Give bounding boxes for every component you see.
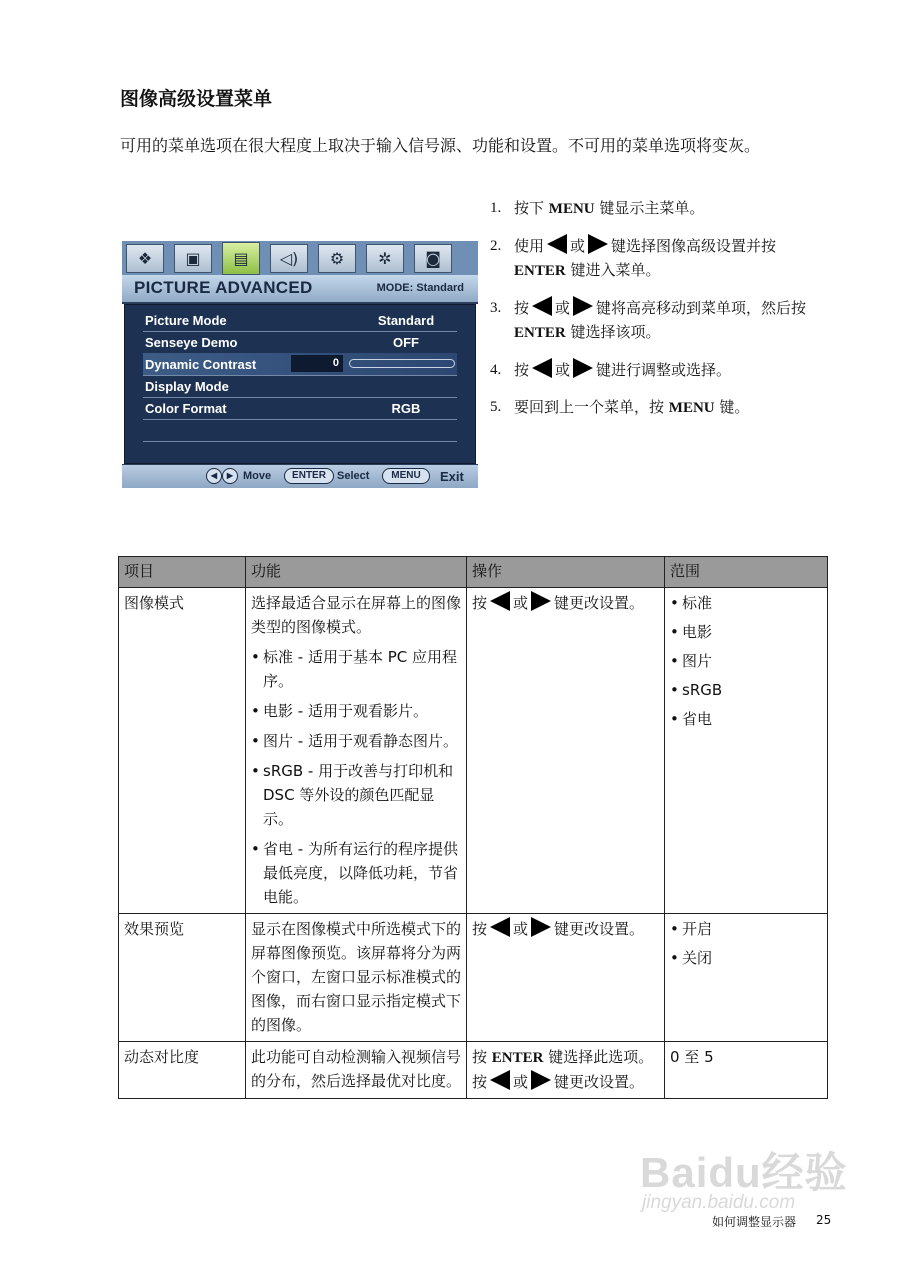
cell-range: 0 至 5 xyxy=(665,1042,828,1099)
list-item: • 电影 xyxy=(670,620,822,644)
osd-row-label: Display Mode xyxy=(145,379,229,394)
cell-operation xyxy=(467,588,665,914)
right-triangle-icon xyxy=(531,917,551,937)
table-row xyxy=(119,914,828,1042)
info-tab-icon: ◙ xyxy=(414,244,452,273)
header-operation: 操作 xyxy=(467,557,665,588)
osd-row-empty xyxy=(143,419,457,442)
list-item: • 电影 - 适用于观看影片。 xyxy=(251,699,461,723)
osd-row-value: OFF xyxy=(393,335,419,350)
list-item: • 标准 - 适用于基本 PC 应用程序。 xyxy=(251,645,461,693)
osd-row-label: Dynamic Contrast xyxy=(145,357,257,372)
settings-table xyxy=(118,556,828,1099)
header-function: 功能 xyxy=(246,557,467,588)
left-triangle-icon xyxy=(490,1070,510,1090)
step-text: 键选择图像高级设置并按 xyxy=(611,237,777,255)
left-triangle-icon xyxy=(547,234,567,254)
op-text: 或 xyxy=(513,920,529,938)
op-text: 按 xyxy=(472,1048,492,1066)
step-text: 或 xyxy=(570,237,586,255)
list-item: • 图片 - 适用于观看静态图片。 xyxy=(251,729,461,753)
step-number: 4. xyxy=(490,362,502,378)
cell-range xyxy=(665,914,828,1042)
right-triangle-icon xyxy=(573,358,593,378)
step-text: 键进行调整或选择。 xyxy=(596,361,732,379)
baidu-watermark xyxy=(640,1140,848,1213)
step-item xyxy=(490,234,830,283)
table-row xyxy=(119,1042,828,1099)
osd-row-label: Color Format xyxy=(145,401,227,416)
right-triangle-icon xyxy=(573,296,593,316)
picture-advanced-tab-icon: ▤ xyxy=(222,242,260,275)
footer-section-label: 如何调整显示器 xyxy=(712,1215,797,1229)
left-triangle-icon xyxy=(532,358,552,378)
left-triangle-icon xyxy=(532,296,552,316)
list-item: • sRGB - 用于改善与打印机和 DSC 等外设的颜色匹配显示。 xyxy=(251,759,461,831)
op-text: 按 xyxy=(472,920,488,938)
osd-row-value: RGB xyxy=(391,401,421,416)
right-triangle-icon xyxy=(531,1070,551,1090)
page-heading: 图像高级设置菜单 xyxy=(120,88,273,110)
left-triangle-icon xyxy=(490,591,510,611)
range-list xyxy=(670,917,822,970)
system-tab-icon: ⚙ xyxy=(318,244,356,273)
osd-footer-move: Move xyxy=(243,470,272,482)
step-item xyxy=(490,358,830,382)
header-range: 范围 xyxy=(665,557,828,588)
list-item: • sRGB xyxy=(670,678,822,702)
osd-menu-key: MENU xyxy=(382,468,430,484)
left-triangle-icon xyxy=(490,917,510,937)
osd-row-dynamic-contrast xyxy=(143,353,457,376)
intro-paragraph: 可用的菜单选项在很大程度上取决于输入信号源、功能和设置。不可用的菜单选项将变灰。 xyxy=(120,136,761,155)
cell-range xyxy=(665,588,828,914)
osd-menu-illustration xyxy=(122,241,478,487)
display-tab-icon: ❖ xyxy=(126,244,164,273)
cell-operation xyxy=(467,914,665,1042)
osd-row-senseye-demo xyxy=(143,331,457,354)
step-text: 或 xyxy=(555,361,571,379)
right-triangle-icon xyxy=(588,234,608,254)
osd-enter-key: ENTER xyxy=(284,468,334,484)
cell-item: 图像模式 xyxy=(119,588,246,914)
step-text: 键显示主菜单。 xyxy=(594,199,705,217)
osd-row-display-mode xyxy=(143,375,457,398)
key-label: MENU xyxy=(548,201,595,217)
cell-function: 显示在图像模式中所选模式下的屏幕图像预览。该屏幕将分为两个窗口，左窗口显示标准模式的图像，而右窗口显示指定模式下的图像。 xyxy=(246,914,467,1042)
function-text: 选择最适合显示在屏幕上的图像类型的图像模式。 xyxy=(251,594,462,636)
step-text: 按下 xyxy=(514,199,549,217)
step-number: 1. xyxy=(490,200,502,216)
cell-operation xyxy=(467,1042,665,1099)
osd-slider-value: 0 xyxy=(291,355,343,372)
step-item xyxy=(490,196,830,221)
watermark-sub: jingyan.baidu.com xyxy=(642,1192,796,1213)
op-text: 按 xyxy=(472,594,488,612)
key-label: ENTER xyxy=(491,1050,544,1066)
osd-footer-select: Select xyxy=(337,470,370,482)
key-label: MENU xyxy=(668,400,715,416)
left-arrow-icon: ◀ xyxy=(206,468,222,484)
step-text: 要回到上一个菜单，按 xyxy=(514,398,669,416)
step-text: 使用 xyxy=(514,237,545,255)
table-row xyxy=(119,588,828,914)
osd-tab-bar xyxy=(122,241,478,275)
osd-footer-exit: Exit xyxy=(440,469,464,484)
list-item: • 标准 xyxy=(670,591,822,615)
step-number: 2. xyxy=(490,238,502,254)
range-list xyxy=(670,591,822,731)
watermark-main: Baidu经验 xyxy=(640,1149,848,1196)
step-text: 或 xyxy=(555,299,571,317)
list-item: • 省电 - 为所有运行的程序提供最低亮度，以降低功耗，节省电能。 xyxy=(251,837,461,909)
list-item: • 图片 xyxy=(670,649,822,673)
step-number: 5. xyxy=(490,399,502,415)
step-item xyxy=(490,395,830,420)
osd-row-color-format xyxy=(143,397,457,420)
audio-tab-icon: ◁) xyxy=(270,244,308,273)
step-text: 键。 xyxy=(714,398,750,416)
step-text: 键选择该项。 xyxy=(565,323,661,341)
op-text: 键更改设置。 xyxy=(554,920,645,938)
osd-body xyxy=(124,304,476,464)
cell-item: 动态对比度 xyxy=(119,1042,246,1099)
mode-list xyxy=(251,645,461,909)
op-text: 键选择此选项。按 xyxy=(472,1048,654,1091)
header-item: 项目 xyxy=(119,557,246,588)
osd-row-label: Senseye Demo xyxy=(145,335,238,350)
step-text: 按 xyxy=(514,299,530,317)
osd-row-label: Picture Mode xyxy=(145,313,227,328)
eco-tab-icon: ✲ xyxy=(366,244,404,273)
op-text: 键更改设置。 xyxy=(554,1073,645,1091)
key-label: ENTER xyxy=(514,325,566,341)
list-item: • 开启 xyxy=(670,917,822,941)
right-arrow-icon: ▶ xyxy=(222,468,238,484)
step-number: 3. xyxy=(490,300,502,316)
step-item xyxy=(490,296,830,345)
op-text: 键更改设置。 xyxy=(554,594,645,612)
cell-item: 效果预览 xyxy=(119,914,246,1042)
cell-function xyxy=(246,588,467,914)
key-label: ENTER xyxy=(514,263,566,279)
osd-mode: MODE: Standard xyxy=(376,282,464,294)
cell-function: 此功能可自动检测输入视频信号的分布，然后选择最优对比度。 xyxy=(246,1042,467,1099)
right-triangle-icon xyxy=(531,591,551,611)
list-item: • 关闭 xyxy=(670,946,822,970)
step-text: 键进入菜单。 xyxy=(565,261,661,279)
picture-tab-icon: ▣ xyxy=(174,244,212,273)
osd-header xyxy=(122,275,478,304)
list-item: • 省电 xyxy=(670,707,822,731)
page-number: 25 xyxy=(816,1213,832,1227)
step-text: 键将高亮移动到菜单项，然后按 xyxy=(596,299,807,317)
table-header-row xyxy=(119,557,828,588)
op-text: 或 xyxy=(513,1073,529,1091)
op-text: 或 xyxy=(513,594,529,612)
osd-slider-track xyxy=(349,359,455,368)
step-text: 按 xyxy=(514,361,530,379)
steps-list xyxy=(490,196,830,433)
osd-footer xyxy=(122,464,478,488)
osd-row-picture-mode xyxy=(143,309,457,332)
osd-row-value: Standard xyxy=(377,313,435,328)
osd-title: PICTURE ADVANCED xyxy=(134,278,313,297)
